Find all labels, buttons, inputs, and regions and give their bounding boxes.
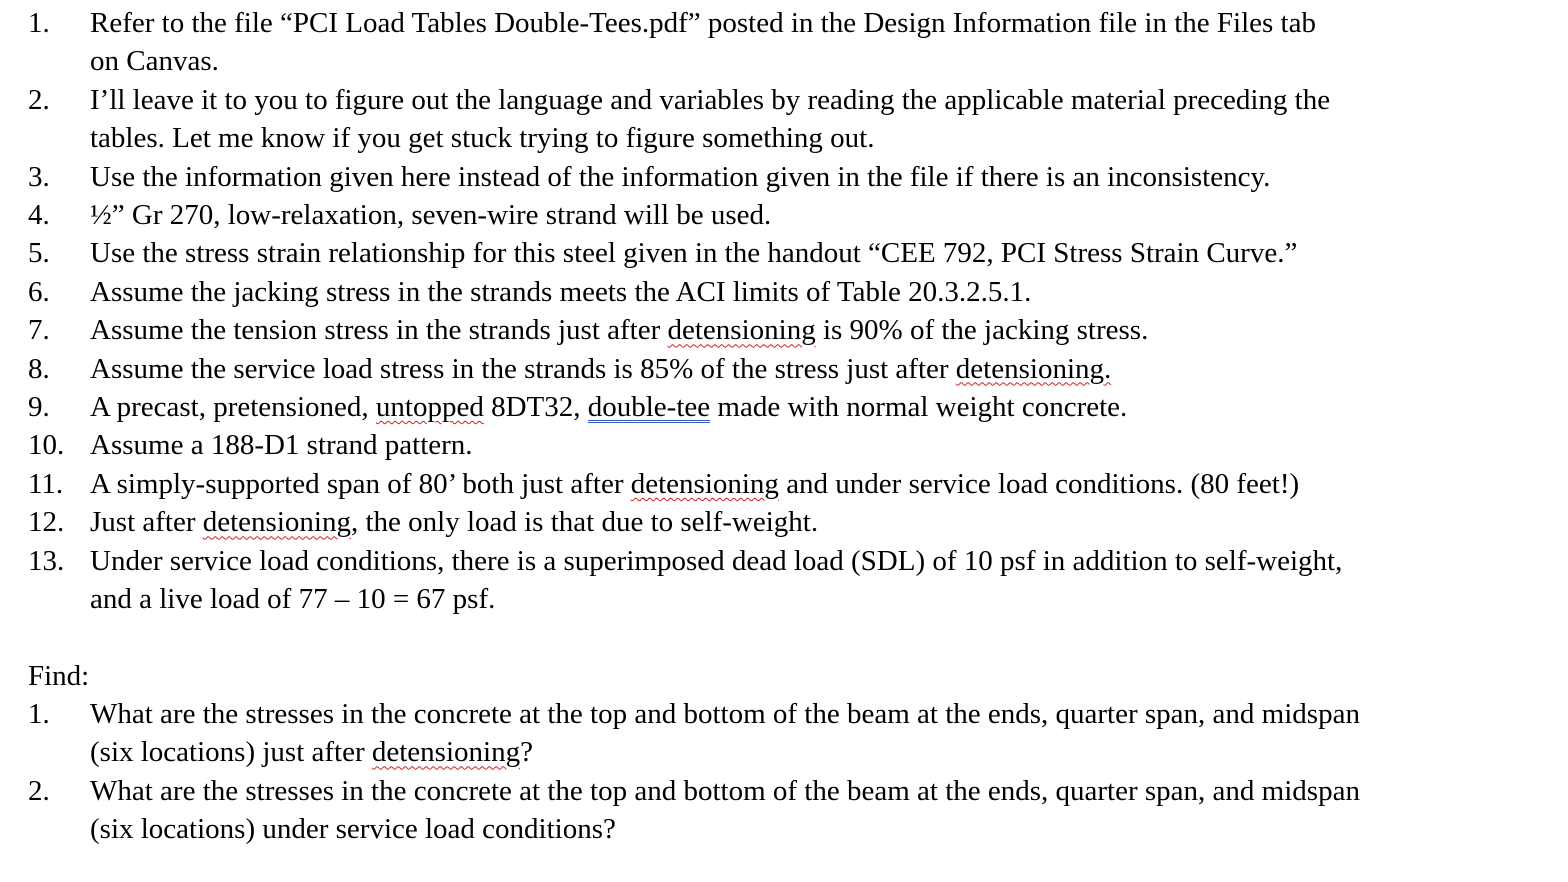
text-line: Assume the jacking stress in the strands meets the ACI limits of Table 20.3.2.5.1. (90, 275, 1032, 308)
item-text (90, 465, 1538, 503)
item-number: 3. (28, 160, 50, 193)
spellcheck-flagged-word[interactable]: detensioning. (955, 352, 1112, 385)
item-text (90, 503, 1538, 541)
list-item (28, 542, 1538, 619)
text-run: (six locations) just after (90, 736, 372, 769)
text-line (90, 503, 1538, 541)
list-item (28, 4, 1538, 81)
item-text (90, 158, 1538, 196)
item-number: 5. (28, 237, 50, 270)
spacer (28, 619, 1538, 657)
list-item (28, 234, 1538, 272)
text-line: I’ll leave it to you to figure out the language and variables by reading the applicable material preceding the (90, 83, 1331, 116)
item-text (90, 311, 1538, 349)
text-line: What are the stresses in the concrete at the top and bottom of the beam at the ends, quarter span, and midspan (90, 774, 1360, 807)
text-run: Assume the service load stress in the strands is 85% of the stress just after (90, 352, 956, 385)
item-number: 13. (28, 544, 65, 577)
text-line: and a live load of 77 – 10 = 67 psf. (90, 583, 496, 616)
item-text (90, 196, 1538, 234)
item-text (90, 81, 1538, 158)
item-text (90, 4, 1538, 81)
spellcheck-flagged-word[interactable]: detensioning (371, 736, 521, 769)
spellcheck-flagged-word[interactable]: detensioning (202, 506, 351, 539)
text-line (90, 388, 1538, 426)
item-number: 7. (28, 314, 50, 347)
find-heading: Find: (28, 659, 90, 692)
text-run: A precast, pretensioned, (90, 391, 376, 424)
spellcheck-flagged-word[interactable]: detensioning (630, 467, 779, 500)
text-run: Just after (90, 506, 203, 539)
item-text (90, 426, 1538, 464)
item-text (90, 388, 1538, 426)
list-item (28, 388, 1538, 426)
text-line (90, 465, 1538, 503)
text-line: What are the stresses in the concrete at the top and bottom of the beam at the ends, quarter span, and midspan (90, 697, 1360, 730)
text-line (90, 350, 1538, 388)
text-line: ½” Gr 270, low-relaxation, seven-wire strand will be used. (90, 199, 772, 232)
text-line: Assume a 188-D1 strand pattern. (90, 429, 473, 462)
item-number: 6. (28, 275, 50, 308)
grammar-flagged-word[interactable]: double-tee (587, 391, 711, 424)
item-number: 1. (28, 697, 50, 730)
list-item (28, 81, 1538, 158)
text-run: 8DT32, (483, 391, 588, 424)
text-run: ? (520, 736, 533, 769)
item-text (90, 695, 1538, 772)
list-item (28, 273, 1538, 311)
find-item (28, 772, 1538, 849)
item-text (90, 542, 1538, 619)
text-run: made with normal weight concrete. (710, 391, 1128, 424)
list-item (28, 465, 1538, 503)
text-line: tables. Let me know if you get stuck trying to figure something out. (90, 122, 875, 155)
item-text (90, 350, 1538, 388)
text-run: is 90% of the jacking stress. (815, 314, 1149, 347)
text-line: (six locations) under service load conditions? (90, 813, 616, 846)
item-number: 8. (28, 352, 50, 385)
item-number: 11. (28, 467, 64, 500)
item-number: 2. (28, 83, 50, 116)
problem-statement (28, 4, 1538, 849)
item-number: 4. (28, 199, 50, 232)
text-line (90, 733, 1538, 771)
text-line: Use the information given here instead of the information given in the file if there is an inconsistency. (90, 160, 1271, 193)
text-line: Use the stress strain relationship for this steel given in the handout “CEE 792, PCI Stress Strain Curve.” (90, 237, 1298, 270)
list-item (28, 503, 1538, 541)
spellcheck-flagged-word[interactable]: detensioning (667, 314, 816, 347)
item-number: 12. (28, 506, 65, 539)
list-item (28, 350, 1538, 388)
text-run: A simply-supported span of 80’ both just after (90, 467, 631, 500)
text-run: and under service load conditions. (80 feet!) (778, 467, 1300, 500)
find-item (28, 695, 1538, 772)
text-line (90, 311, 1538, 349)
list-item (28, 158, 1538, 196)
item-text (90, 234, 1538, 272)
text-run: , the only load is that due to self-weight. (350, 506, 819, 539)
list-item (28, 311, 1538, 349)
text-line: on Canvas. (90, 45, 219, 78)
item-text (90, 772, 1538, 849)
spellcheck-flagged-word[interactable]: untopped (375, 391, 484, 424)
item-number: 2. (28, 774, 50, 807)
item-number: 10. (28, 429, 65, 462)
item-number: 9. (28, 391, 50, 424)
text-run: Assume the tension stress in the strands just after (90, 314, 668, 347)
item-number: 1. (28, 7, 50, 39)
text-line: Under service load conditions, there is a superimposed dead load (SDL) of 10 psf in addition to self-weight, (90, 544, 1343, 577)
list-item (28, 196, 1538, 234)
list-item (28, 426, 1538, 464)
item-text (90, 273, 1538, 311)
text-line: Refer to the file “PCI Load Tables Double-Tees.pdf” posted in the Design Information file in the Files tab (90, 7, 1316, 39)
